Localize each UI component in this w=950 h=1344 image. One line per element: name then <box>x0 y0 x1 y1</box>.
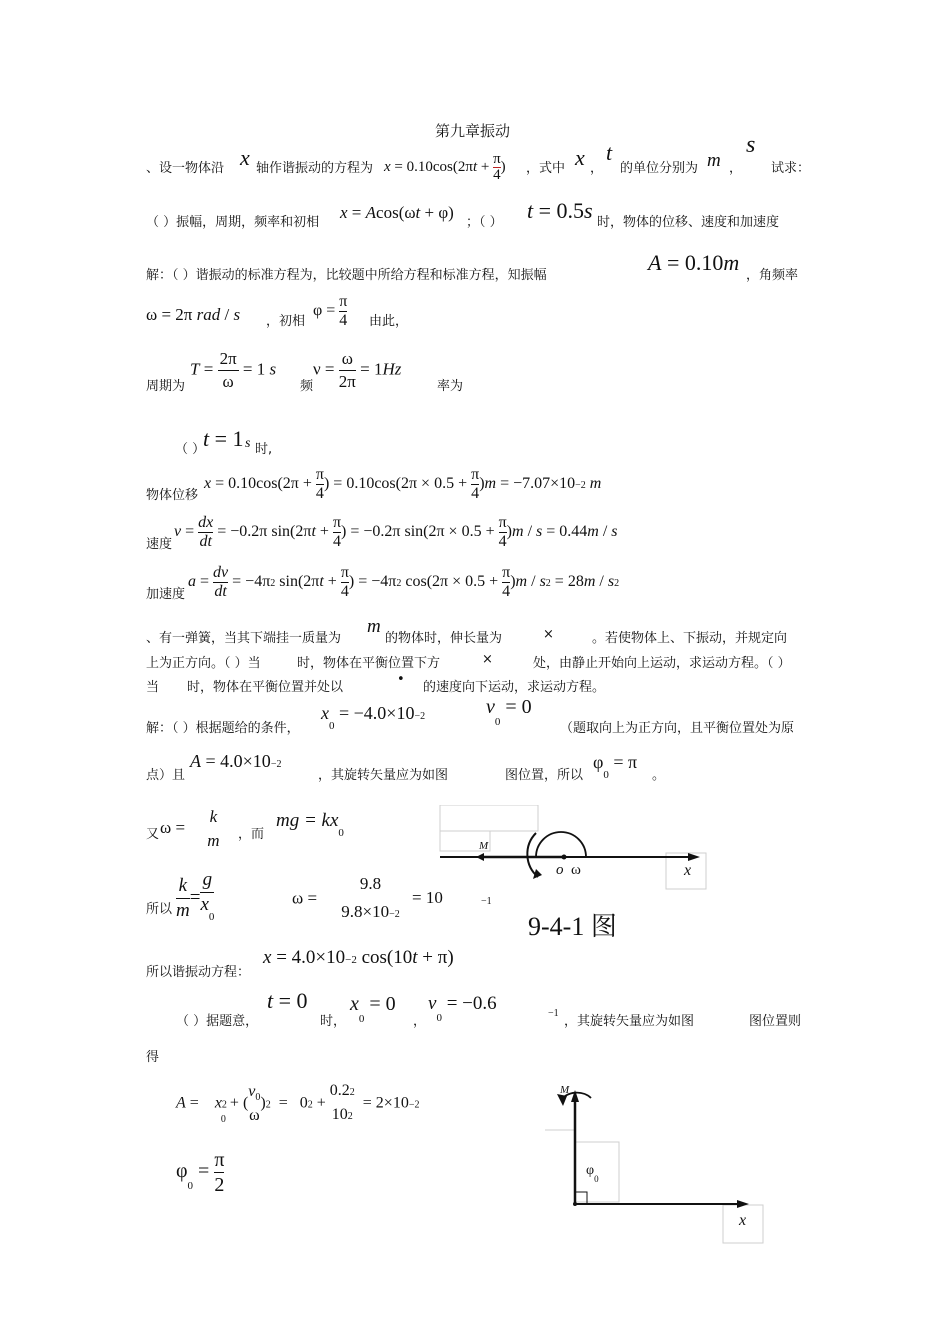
fig1-label-x: x <box>684 862 692 879</box>
p2-sep: ；（ ） <box>466 215 503 230</box>
sol4-phi: $\varphi_0$ = $\frac{\pi}{2}$ <box>176 1149 225 1196</box>
p3-line1c: 。若使物体上、下振动，并规定向 <box>592 631 788 646</box>
sol1-phase-end: 由此， <box>369 314 409 329</box>
sol1-line1-end: ，角频率 <box>746 268 799 283</box>
sol3-omega-eq: ω = k m <box>160 807 220 850</box>
sol3-phi0: $\varphi_0 = \pi$ <box>593 752 638 781</box>
sol3-eq-label: 所以谐振动方程： <box>146 965 251 980</box>
p1-mid: 轴作谐振动的方程为 <box>256 161 374 176</box>
sol1-period-label: 周期为 <box>146 379 186 394</box>
sol3-A: A = 4.0×10−2 <box>190 751 282 771</box>
sol3-omega-unit: −1 <box>481 896 492 907</box>
sol4-label: （ ）据题意， <box>176 1014 259 1029</box>
p1-comma: ， <box>590 161 604 176</box>
p2-t-eq: t = 0.5s <box>527 198 593 223</box>
sol3-x0: $x_0 = -4.0\times 10-2$ <box>321 703 426 732</box>
p3-m: m <box>367 616 381 637</box>
sol3-kmg: $\frac{k}{m}$ = $\frac{g}{x_0}$ <box>176 869 215 923</box>
p3-line3a: 当 <box>146 680 160 695</box>
sol2-vel-label: 速度 <box>146 537 173 552</box>
p2-part2: 时，物体的位移、速度和加速度 <box>597 215 780 230</box>
fig2-label-x: x <box>739 1212 747 1229</box>
axis-arrowhead <box>737 1200 749 1208</box>
sol4-unit: −1 <box>548 1008 559 1019</box>
p1-equation: x = 0.10cos(2πt + $\frac{\pi}{4}$ ) <box>384 151 506 183</box>
p1-mid2: ，式中 <box>526 161 566 176</box>
sol1-omega: ω = 2π rad / s <box>146 305 241 324</box>
p3-line3c: 的速度向下运动，求运动方程。 <box>423 680 606 695</box>
p3-line1b: 的物体时，伸长量为 <box>385 631 503 646</box>
fig2-label-phi: $\varphi_0$ <box>586 1163 599 1184</box>
fig2-label-M: M <box>560 1084 570 1096</box>
p1-units-text: 的单位分别为 <box>620 161 699 176</box>
sol1-phase-text: ，初相 <box>266 314 306 329</box>
sol3-eq: x = 4.0×10−2 cos(10t + π) <box>263 947 454 968</box>
sol2-t-end: 时, <box>255 442 273 457</box>
sol3-line1: 解：（ ）根据题给的条件， <box>146 721 300 736</box>
p1-x2: x <box>575 145 585 170</box>
sol4-when: 时， <box>320 1014 347 1029</box>
sol1-phase: φ = $\frac{\pi}{4}$ <box>313 293 348 329</box>
vector-arrowhead <box>476 853 484 861</box>
p1-m: m <box>707 150 721 171</box>
sol3-period-end: 。 <box>652 768 666 783</box>
p2-part1: （ ）振幅，周期，频率和初相 <box>146 215 320 230</box>
p3-dot: • <box>397 672 405 687</box>
page-title: 第九章振动 <box>435 122 511 140</box>
sol1-period: T = $\frac{2\pi}{\omega}$ = 1 s <box>190 349 277 391</box>
sol1-line1: 解：（ ）谐振动的标准方程为，比较题中所给方程和标准方程，知振幅 <box>146 268 547 283</box>
sol4-x0: $x_0 = 0$ <box>350 993 396 1025</box>
sol2-disp: x = 0.10cos(2π + $\frac{\pi}{4}$ ) = 0.10cos(2π × 0.5 + $\frac{\pi}{4}$ )m = −7.07×10−2 m <box>204 466 602 502</box>
fig1-label-omega: ω <box>571 862 581 878</box>
sol2-t-unit: s <box>245 436 251 451</box>
p1-prefix: 、设一物体沿 <box>146 161 225 176</box>
sol3-line2b: ，其旋转矢量应为如图 <box>318 768 449 783</box>
sol4-comma: ， <box>413 1014 427 1029</box>
sol1-freq-end: 率为 <box>437 379 464 394</box>
sol3-v0: $v_0 = 0$ <box>486 696 532 728</box>
p1-s: s <box>746 132 756 158</box>
p2-formula: x = Acos(ωt + φ) <box>340 203 454 222</box>
rotation-arc <box>536 832 586 857</box>
sol3-line2c: 图位置，所以 <box>505 768 584 783</box>
sol4-A-eq: A = $x2_0$ + ( $v_0$ ω )2 = 02 + 0.22 102 = 2×10−2 <box>176 1082 420 1125</box>
origin-dot <box>573 1202 577 1206</box>
sol3-line1-end: （题取向上为正方向，且平衡位置处为原 <box>560 721 795 736</box>
fig1-label-M: M <box>479 840 489 852</box>
sol1-freq-label: 频 <box>300 379 314 394</box>
sol4-t0: t = 0 <box>267 988 308 1013</box>
p3-line1a: 、有一弹簧，当其下端挂一质量为 <box>146 631 342 646</box>
sol2-acc-label: 加速度 <box>146 587 186 602</box>
p3-line2a: 上为正方向。（ ）当 <box>146 656 261 671</box>
sol2-vel: v = $\frac{dx}{dt}$ = −0.2π sin(2πt + $\frac{\pi}{4}$ ) = −0.2π sin(2π × 0.5 + $\frac{\pi}{4}$ )m / s = 0.44m / s <box>174 514 618 550</box>
sol2-acc: a = $\frac{dv}{dt}$ = −4π2 sin(2πt + $\frac{\pi}{4}$ ) = −4π2 cos(2π × 0.5 + $\frac{\pi}{4}$ )m / s2 = 28m / s2 <box>188 564 620 600</box>
sol2-disp-label: 物体位移 <box>146 488 199 503</box>
sol4-rest: ，其旋转矢量应为如图 <box>564 1014 695 1029</box>
sol1-freq: ν = $\frac{\omega}{2\pi}$ = 1Hz <box>313 349 402 391</box>
sol3-and: ，而 <box>238 827 265 842</box>
p3-line2b: 时，物体在平衡位置下方 <box>297 656 441 671</box>
sol3-mg: mg = $kx_0$ <box>276 810 344 839</box>
sol4-v0: $v_0 = -0.6$ <box>428 993 497 1024</box>
p1-t: t <box>606 140 613 165</box>
p3-line3b: 时，物体在平衡位置并处以 <box>187 680 344 695</box>
p1-x-var: x <box>240 145 250 170</box>
p1-end: 试求： <box>771 161 811 176</box>
sol3-so: 所以 <box>146 902 173 917</box>
sol3-omega-val: ω = 9.8 9.8×10−2 = 10 <box>292 874 443 921</box>
axis-arrowhead <box>688 853 700 861</box>
fig1-label-O: o <box>556 862 564 878</box>
sol2-t-eq: t = 1 <box>203 426 244 451</box>
sol4-de: 得 <box>146 1050 160 1065</box>
p3-times1: × <box>543 627 554 642</box>
fig1-caption: 9-4-1 图 <box>528 912 617 941</box>
p3-times2: × <box>482 652 493 667</box>
sol4-rest2: 图位置则 <box>749 1014 802 1029</box>
sol2-label: （ ） <box>175 442 206 457</box>
sol3-line2a: 点）且 <box>146 768 186 783</box>
p3-line2c: 处，由静止开始向上运动，求运动方程。（ ） <box>533 656 791 671</box>
origin-dot <box>562 855 567 860</box>
sol1-amplitude: A = 0.10m <box>648 250 740 275</box>
figure-1 <box>436 805 712 893</box>
p1-comma2: ， <box>729 161 743 176</box>
sol3-again: 又 <box>146 827 160 842</box>
